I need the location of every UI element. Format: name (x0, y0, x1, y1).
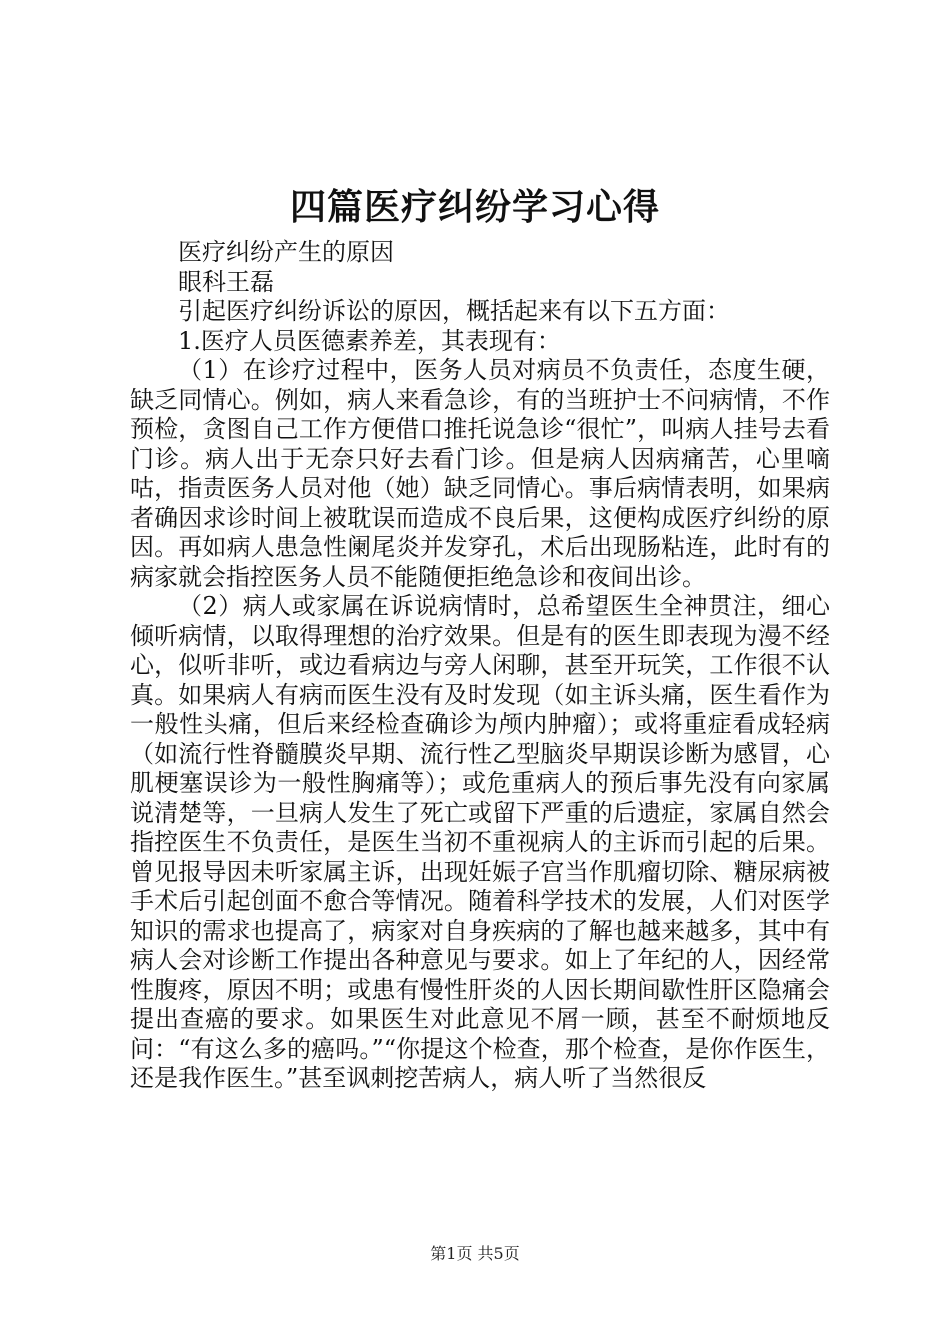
document-title: 四篇医疗纠纷学习心得 (289, 186, 660, 228)
document-body (130, 238, 830, 1094)
intro-paragraph: 引起医疗纠纷诉讼的原因，概括起来有以下五方面： (178, 297, 730, 325)
author-line: 眼科王磊 (178, 267, 274, 296)
section-heading: 医疗纠纷产生的原因 (178, 238, 394, 266)
page-footer: 第1页 共5页 (430, 1244, 520, 1263)
body-paragraph: （1）在诊疗过程中，医务人员对病员不负责任，态度生硬，缺乏同情心。例如，病人来看急诊，有的当班护士不问病情，不作预检，贪图自己工作方便借口推托说急诊“很忙”，叫病人挂号去看门诊。病人出于无奈只好去看门诊。但是病人因病痛苦，心里嘀咕，指责医务人员对他（她）缺乏同情心。事后病情表明，如果病者确因求诊时间上被耽误而造成不良后果，这便构成医疗纠纷的原因。再如病人患急性阑尾炎并发穿孔，术后出现肠粘连，此时有的病家就会指控医务人员不能随便拒绝急诊和夜间出诊。 (130, 356, 830, 591)
point-heading: 1.医疗人员医德素养差，其表现有： (178, 326, 561, 355)
body-paragraph: （2）病人或家属在诉说病情时，总希望医生全神贯注，细心倾听病情，以取得理想的治疗效果。但是有的医生即表现为漫不经心，似听非听，或边看病边与旁人闲聊，甚至开玩笑，工作很不认真。如果病人有病而医生没有及时发现（如主诉头痛，医生看作为一般性头痛，但后来经检查确诊为颅内肿瘤）；或将重症看成轻病（如流行性脊髓膜炎早期、流行性乙型脑炎早期误诊断为感冒，心肌梗塞误诊为一般性胸痛等）；或危重病人的预后事先没有向家属说清楚等，一旦病人发生了死亡或留下严重的后遗症，家属自然会指控医生不负责任，是医生当初不重视病人的主诉而引起的后果。曾见报导因未听家属主诉，出现妊娠子宫当作肌瘤切除、糖尿病被手术后引起创面不愈合等情况。随着科学技术的发展，人们对医学知识的需求也提高了，病家对自身疾病的了解也越来越多，其中有病人会对诊断工作提出各种意见与要求。如上了年纪的人，因经常性腹疼，原因不明；或患有慢性肝炎的人因长期间歇性肝区隐痛会提出查癌的要求。如果医生对此意见不屑一顾，甚至不耐烦地反问：“有这么多的癌吗。”“你提这个检查，那个检查，是你作医生，还是我作医生。”甚至讽刺挖苦病人，病人听了当然很反 (130, 592, 830, 1092)
